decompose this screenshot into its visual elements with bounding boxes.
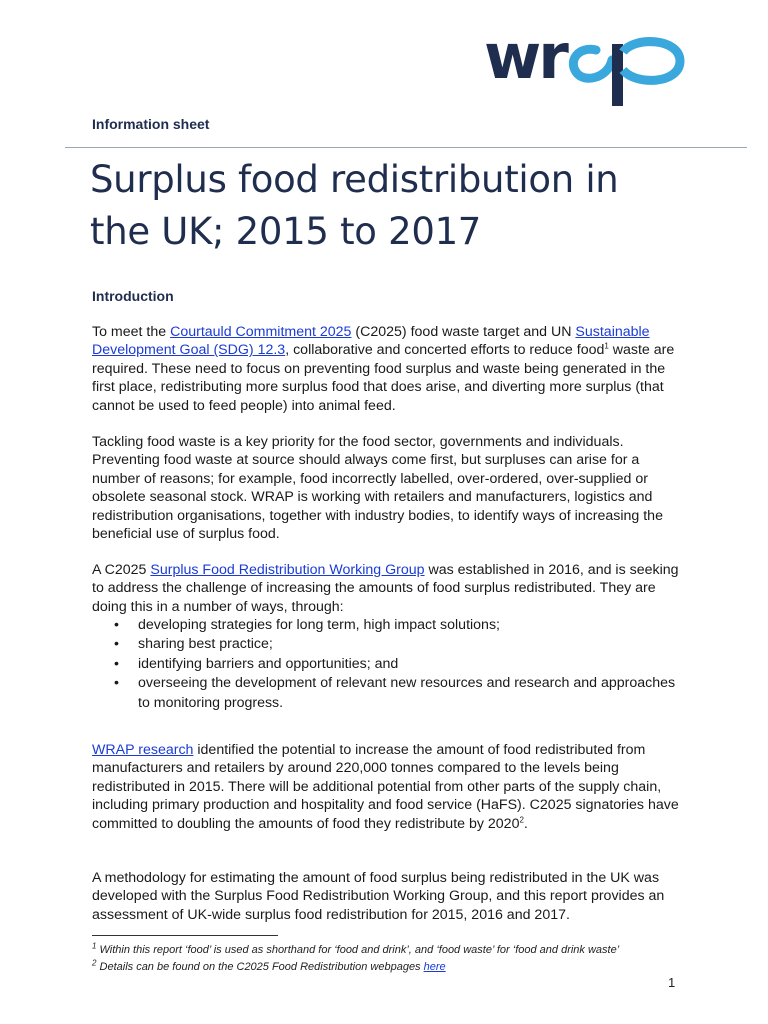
title-line-1: Surplus food redistribution in <box>90 158 619 201</box>
footnote-ref-1: 1 <box>604 341 609 351</box>
wrap-logo <box>484 28 688 108</box>
information-sheet-label: Information sheet <box>92 116 210 132</box>
intro-paragraph-2: Tackling food waste is a key priority for the food sector, governments and individuals. Preventing food waste at source should always come first, but surpluses can arise for a number of reasons; for example, food incorrectly labelled, over-ordered, over-supplied or obsolete seasonal stock. WRAP is working with retailers and manufacturers, logistics and redistribution organisations, together with industry bodies, to identify ways of increasing the beneficial use of surplus food. <box>92 434 663 543</box>
list-item: • developing strategies for long term, high impact solutions; <box>92 616 682 635</box>
footnote-ref-2: 2 <box>519 814 524 824</box>
page-title <box>90 154 730 258</box>
footnote-2: $^2$ Details can be found on the C2025 Food Redistribution webpages here <box>92 958 446 973</box>
list-item: • overseeing the development of relevant new resources and research and approaches to monitoring progress. <box>92 674 682 713</box>
list-item: • identifying barriers and opportunities; and <box>92 655 682 674</box>
intro-paragraph-4: WRAP research identified the potential to increase the amount of food redistributed from manufacturers and retailers by around 220,000 tonnes compared to the levels being redistributed in 2015. There will be additional potential from other parts of the supply chain, including primary production and hospitality and food service (HaFS). C2025 signatories have committed to doubling the amounts of food they redistribute by 2020$^2$. <box>92 742 679 832</box>
wrap-logo-text: wr <box>484 28 566 93</box>
wrap-logo-p-bowl <box>623 42 680 81</box>
footnote-1: $^1$ Within this report ‘food’ is used as shorthand for ‘food and drink’, and ‘food waste’ for ‘food and drink waste’ <box>92 941 620 956</box>
intro-paragraph-5: A methodology for estimating the amount of food surplus being redistributed in the UK was developed with the Surplus Food Redistribution Working Group, and this report provides an assessment of UK-wide surplus food redistribution for 2015, 2016 and 2017. <box>92 870 665 923</box>
introduction-heading: Introduction <box>92 288 174 304</box>
page-number: 1 <box>668 975 676 990</box>
footnote-here-link[interactable]: here <box>423 961 446 973</box>
wrap-logo-p-stem <box>612 44 623 106</box>
intro-paragraph-1: To meet the Courtauld Commitment 2025 (C2025) food waste target and UN Sustainable Development Goal (SDG) 12.3, collaborative and concerted efforts to reduce food$^1$ waste are required. These need to focus on preventing food surplus and waste being generated in the first place, redistributing more surplus food that does arise, and diverting more surplus (that cannot be used to feed people) into animal feed. <box>92 324 675 414</box>
intro-paragraph-3: A C2025 Surplus Food Redistribution Working Group was established in 2016, and is seeking to address the challenge of increasing the amounts of food surplus redistributed. They are doing this in a number of ways, through: <box>92 562 679 615</box>
header-divider <box>65 147 747 148</box>
working-group-actions-list <box>92 616 682 713</box>
wrap-research-link[interactable]: WRAP research <box>92 742 194 758</box>
courtauld-commitment-link[interactable]: Courtauld Commitment 2025 <box>170 324 352 340</box>
working-group-link[interactable]: Surplus Food Redistribution Working Group <box>150 562 425 578</box>
list-item: • sharing best practice; <box>92 635 682 654</box>
footnote-divider <box>92 935 278 936</box>
sdg-link[interactable]: Sustainable Development Goal (SDG) 12.3 <box>92 324 650 359</box>
wrap-logo-a-loop <box>573 49 612 78</box>
title-line-2: the UK; 2015 to 2017 <box>90 210 482 253</box>
